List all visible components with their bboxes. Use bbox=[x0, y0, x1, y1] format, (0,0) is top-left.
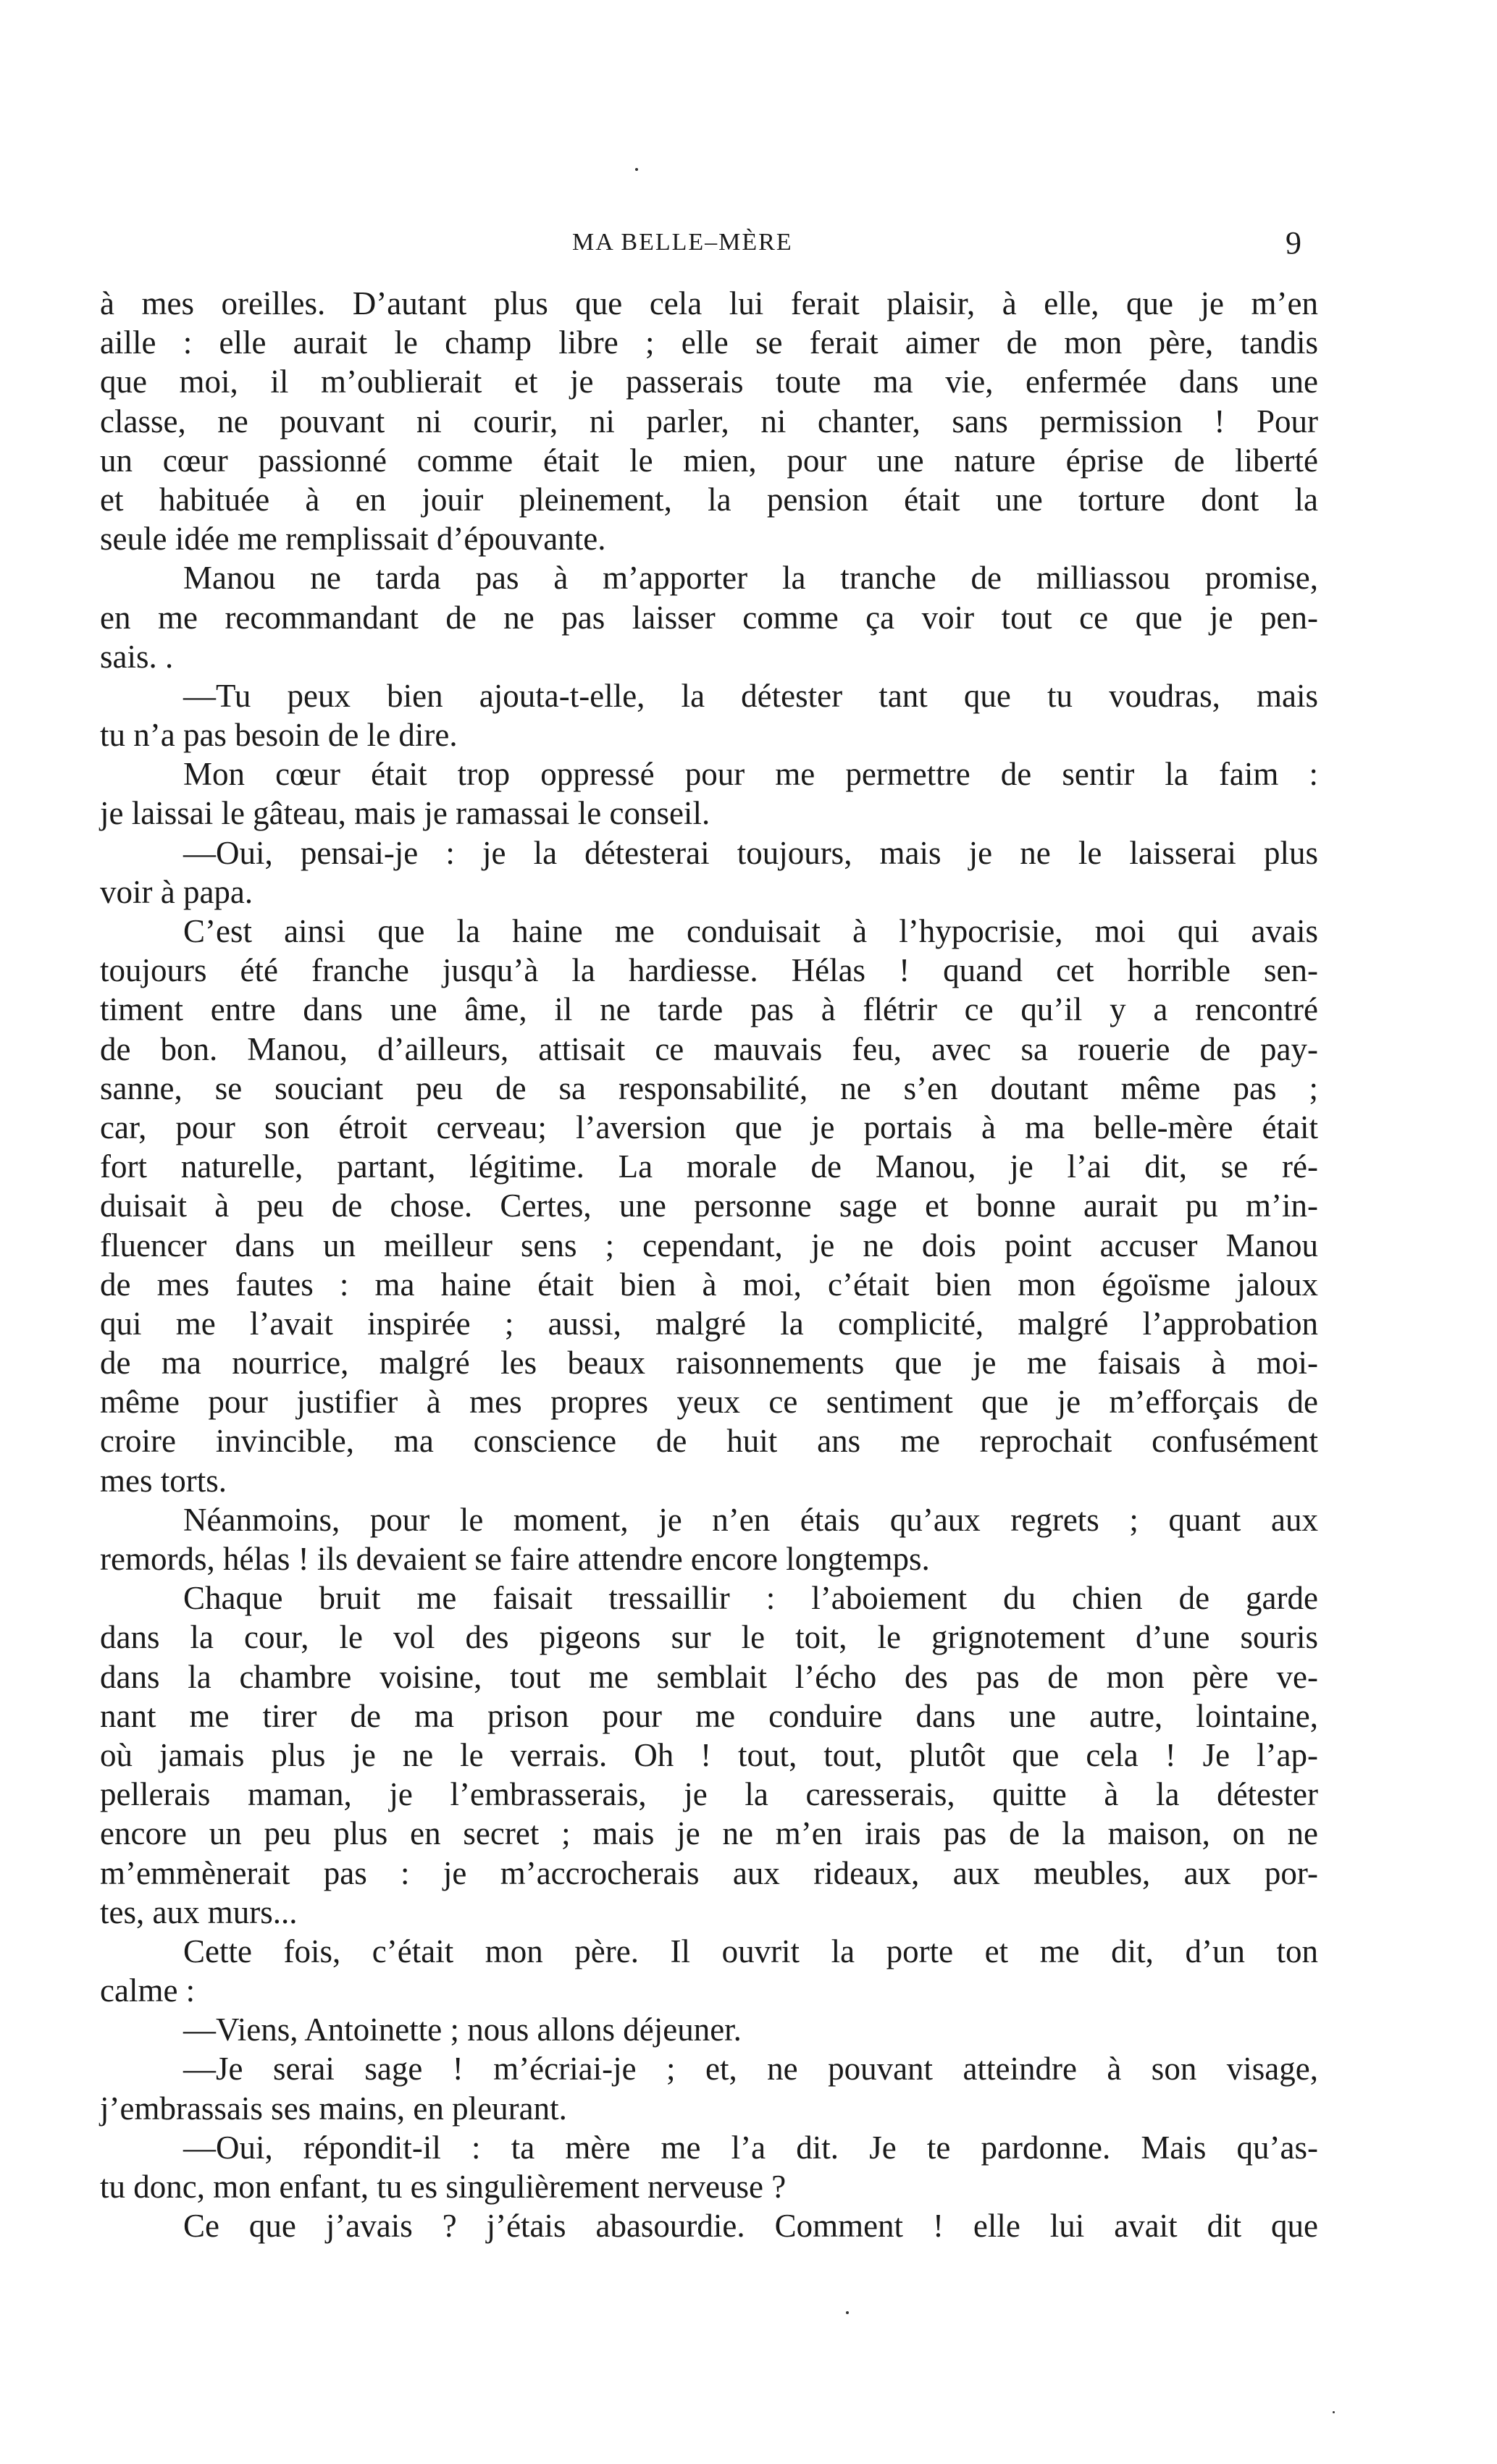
text-line: je laissai le gâteau, mais je ramassai le conseil. bbox=[100, 795, 710, 832]
text-line: dans la chambre voisine, tout me semblait l’écho des pas de mon père ve- bbox=[100, 1658, 1318, 1695]
text-line: Ce que j’avais ? j’étais abasourdie. Comment ! elle lui avait dit que bbox=[183, 2208, 1318, 2245]
text-line: classe, ne pouvant ni courir, ni parler, ni chanter, sans permission ! Pour bbox=[100, 403, 1318, 440]
body-text bbox=[100, 284, 1318, 2245]
print-speck bbox=[1333, 2411, 1335, 2413]
text-line: de bon. Manou, d’ailleurs, attisait ce mauvais feu, avec sa rouerie de pay- bbox=[100, 1030, 1318, 1067]
text-line: nant me tirer de ma prison pour me conduire dans une autre, lointaine, bbox=[100, 1697, 1318, 1734]
print-speck bbox=[846, 2311, 849, 2314]
text-line: —Je serai sage ! m’écriai-je ; et, ne pouvant atteindre à son visage, bbox=[183, 2051, 1318, 2087]
text-line: où jamais plus je ne le verrais. Oh ! tout, tout, plutôt que cela ! Je l’ap- bbox=[100, 1736, 1318, 1773]
text-line: un cœur passionné comme était le mien, pour une nature éprise de liberté bbox=[100, 442, 1318, 479]
text-line: en me recommandant de ne pas laisser comme ça voir tout ce que je pen- bbox=[100, 599, 1318, 636]
text-line: C’est ainsi que la haine me conduisait à l’hypocrisie, moi qui avais bbox=[183, 913, 1318, 949]
text-line: à mes oreilles. D’autant plus que cela lui ferait plaisir, à elle, que je m’en bbox=[100, 285, 1318, 321]
text-line: j’embrassais ses mains, en pleurant. bbox=[100, 2090, 567, 2127]
text-line: encore un peu plus en secret ; mais je ne m’en irais pas de la maison, on ne bbox=[100, 1815, 1318, 1852]
text-line: pellerais maman, je l’embrasserais, je la caresserais, quitte à la détester bbox=[100, 1776, 1318, 1813]
text-line: Manou ne tarda pas à m’apporter la tranche de milliassou promise, bbox=[183, 560, 1318, 597]
text-line: voir à papa. bbox=[100, 873, 253, 910]
text-line: car, pour son étroit cerveau; l’aversion que je portais à ma belle-mère était bbox=[100, 1109, 1318, 1145]
text-line: Néanmoins, pour le moment, je n’en étais qu’aux regrets ; quant aux bbox=[183, 1501, 1318, 1538]
text-line: fluencer dans un meilleur sens ; cependant, je ne dois point accuser Manou bbox=[100, 1227, 1318, 1263]
text-line: croire invincible, ma conscience de huit ans me reprochait confusément bbox=[100, 1423, 1318, 1460]
text-line: calme : bbox=[100, 1972, 196, 2009]
text-line: tes, aux murs... bbox=[100, 1893, 298, 1930]
text-line: m’emmènerait pas : je m’accrocherais aux rideaux, aux meubles, aux por- bbox=[100, 1854, 1318, 1891]
text-line: toujours été franche jusqu’à la hardiesse. Hélas ! quand cet horrible sen- bbox=[100, 952, 1318, 989]
text-line: de ma nourrice, malgré les beaux raisonnements que je me faisais à moi- bbox=[100, 1345, 1318, 1382]
running-title: MA BELLE–MÈRE bbox=[572, 229, 793, 256]
text-line: timent entre dans une âme, il ne tarde pas à flétrir ce qu’il y a rencontré bbox=[100, 991, 1318, 1028]
text-line: Chaque bruit me faisait tressaillir : l’aboiement du chien de garde bbox=[183, 1580, 1318, 1617]
text-line: et habituée à en jouir pleinement, la pension était une torture dont la bbox=[100, 481, 1318, 518]
text-line: —Tu peux bien ajouta-t-elle, la détester tant que tu voudras, mais bbox=[183, 677, 1318, 714]
text-line: sanne, se souciant peu de sa responsabilité, ne s’en doutant même pas ; bbox=[100, 1069, 1318, 1106]
text-line: même pour justifier à mes propres yeux ce sentiment que je m’efforçais de bbox=[100, 1384, 1318, 1421]
text-line: fort naturelle, partant, légitime. La morale de Manou, je l’ai dit, se ré- bbox=[100, 1148, 1318, 1185]
text-line: remords, hélas ! ils devaient se faire attendre encore longtemps. bbox=[100, 1541, 930, 1577]
text-line: dans la cour, le vol des pigeons sur le toit, le grignotement d’une souris bbox=[100, 1619, 1318, 1656]
text-line: —Oui, répondit-il : ta mère me l’a dit. Je te pardonne. Mais qu’as- bbox=[183, 2129, 1318, 2166]
text-line: tu donc, mon enfant, tu es singulièrement nerveuse ? bbox=[100, 2169, 787, 2205]
text-line: tu n’a pas besoin de le dire. bbox=[100, 717, 458, 754]
running-head bbox=[0, 225, 1497, 265]
text-line: mes torts. bbox=[100, 1462, 227, 1499]
text-line: qui me l’avait inspirée ; aussi, malgré la complicité, malgré l’approbation bbox=[100, 1305, 1318, 1342]
text-line: de mes fautes : ma haine était bien à moi, c’était bien mon égoïsme jaloux bbox=[100, 1266, 1318, 1303]
text-line: que moi, il m’oublierait et je passerais toute ma vie, enfermée dans une bbox=[100, 363, 1318, 400]
page-number: 9 bbox=[1286, 225, 1301, 261]
text-line: Cette fois, c’était mon père. Il ouvrit la porte et me dit, d’un ton bbox=[183, 1933, 1318, 1969]
text-line: aille : elle aurait le champ libre ; elle se ferait aimer de mon père, tandis bbox=[100, 324, 1318, 361]
text-line: sais. . bbox=[100, 638, 174, 675]
text-line: Mon cœur était trop oppressé pour me permettre de sentir la faim : bbox=[183, 756, 1318, 793]
print-speck bbox=[635, 168, 638, 171]
text-line: seule idée me remplissait d’épouvante. bbox=[100, 521, 606, 558]
text-line: duisait à peu de chose. Certes, une personne sage et bonne aurait pu m’in- bbox=[100, 1187, 1318, 1224]
text-line: —Oui, pensai-je : je la détesterai toujours, mais je ne le laisserai plus bbox=[183, 834, 1318, 871]
text-line: —Viens, Antoinette ; nous allons déjeuner. bbox=[183, 2011, 742, 2048]
